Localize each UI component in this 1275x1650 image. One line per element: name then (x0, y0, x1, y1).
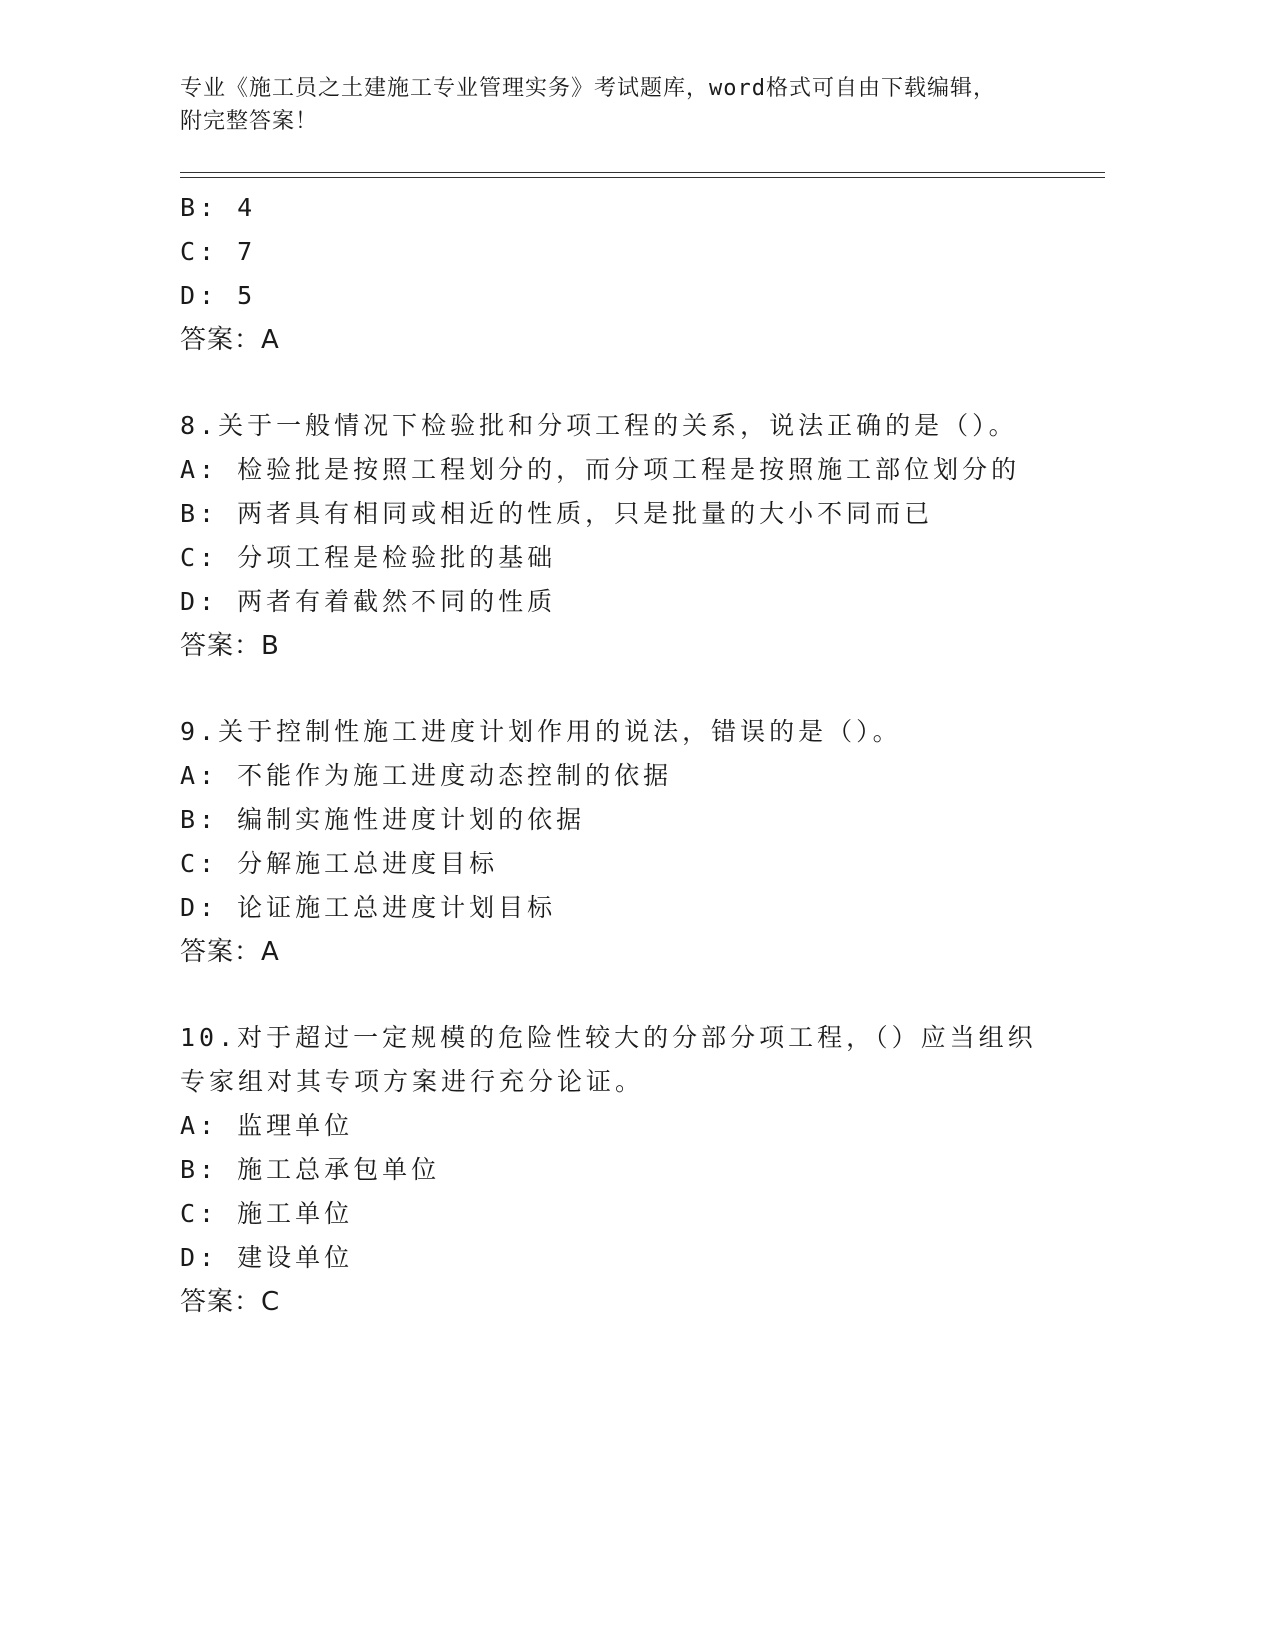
spacer (180, 362, 1100, 404)
question-10 (180, 1016, 1100, 1324)
option-c: C: 施工单位 (180, 1199, 354, 1228)
option-c: C: 分项工程是检验批的基础 (180, 543, 557, 572)
option-a: A: 不能作为施工进度动态控制的依据 (180, 761, 673, 790)
answer-line: 答案：A (180, 325, 280, 355)
question-9 (180, 710, 1100, 974)
option-b: B: 施工总承包单位 (180, 1155, 441, 1184)
question-stem: 8.关于一般情况下检验批和分项工程的关系，说法正确的是（）。 (180, 411, 1018, 440)
question-8 (180, 404, 1100, 668)
option-d: D: 论证施工总进度计划目标 (180, 893, 557, 922)
answer-line: 答案：C (180, 1287, 281, 1317)
option-d: D: 5 (180, 281, 257, 310)
question-stem: 9.关于控制性施工进度计划作用的说法，错误的是（）。 (180, 717, 902, 746)
spacer (180, 668, 1100, 710)
header-divider-bottom (180, 177, 1105, 178)
option-b: B: 两者具有相同或相近的性质，只是批量的大小不同而已 (180, 499, 934, 528)
question-stem: 10.对于超过一定规模的危险性较大的分部分项工程，（）应当组织专家组对其专项方案进行充分论证。 (180, 1023, 1037, 1096)
header-line-2: 附完整答案！ (180, 109, 319, 134)
header-line-1: 专业《施工员之土建施工专业管理实务》考试题库，word格式可自由下载编辑， (180, 76, 996, 101)
option-c: C: 分解施工总进度目标 (180, 849, 499, 878)
option-a: A: 检验批是按照工程划分的，而分项工程是按照施工部位划分的 (180, 455, 1021, 484)
option-b: B: 编制实施性进度计划的依据 (180, 805, 586, 834)
spacer (180, 974, 1100, 1016)
answer-line: 答案：B (180, 631, 280, 661)
option-d: D: 两者有着截然不同的性质 (180, 587, 557, 616)
question-7-continued (180, 186, 1100, 362)
document-header (180, 72, 1110, 138)
option-a: A: 监理单位 (180, 1111, 354, 1140)
option-b: B: 4 (180, 193, 257, 222)
option-c: C: 7 (180, 237, 257, 266)
header-divider-top (180, 172, 1105, 173)
option-d: D: 建设单位 (180, 1243, 354, 1272)
answer-line: 答案：A (180, 937, 280, 967)
question-list (180, 186, 1100, 1324)
